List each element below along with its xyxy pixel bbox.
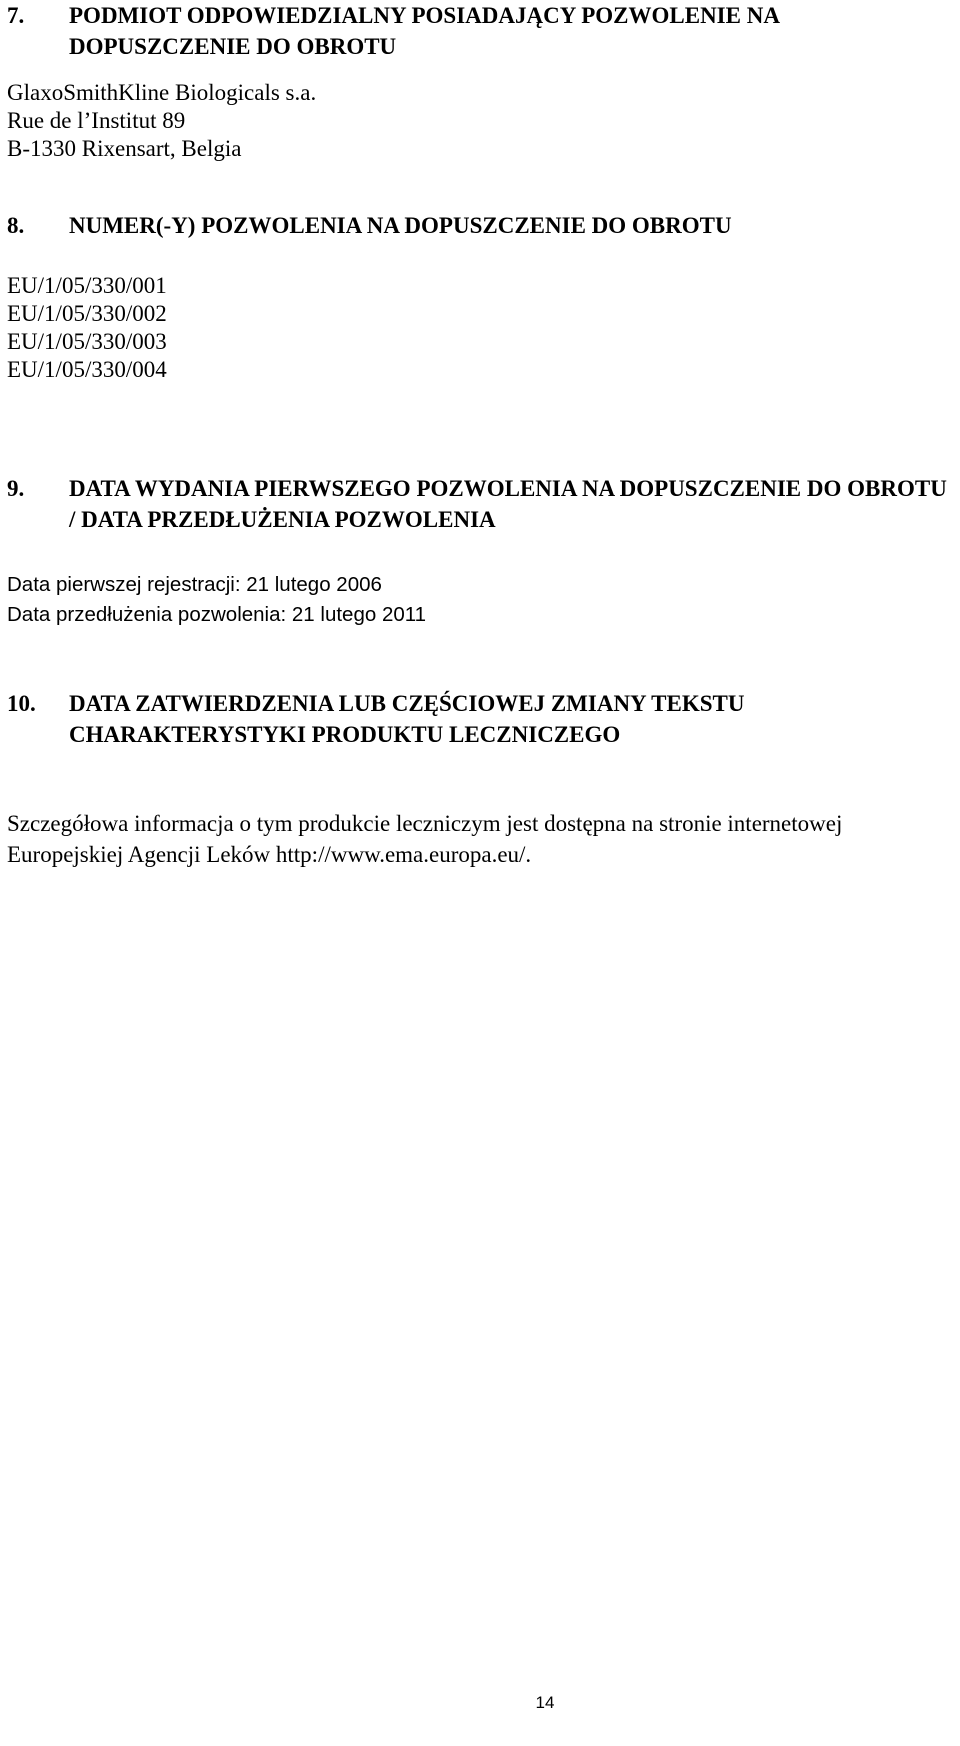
authorisation-number: EU/1/05/330/002: [7, 301, 167, 326]
authorisation-number: EU/1/05/330/001: [7, 273, 167, 298]
authorisation-number: EU/1/05/330/004: [7, 357, 167, 382]
section-7: [7, 0, 957, 62]
holder-street: Rue de l’Institut 89: [7, 108, 186, 133]
section-10-number: 10.: [7, 691, 36, 716]
section-9: [7, 473, 957, 535]
section-10-paragraph: Szczegółowa informacja o tym produkcie leczniczym jest dostępna na stronie internetowej Europejskiej Agencji Leków http://www.ema.europa.eu/.: [7, 811, 843, 867]
section-10: [7, 688, 957, 750]
authorisation-number: EU/1/05/330/003: [7, 329, 167, 354]
section-10-heading: [7, 688, 957, 750]
section-9-dates: [7, 570, 957, 630]
first-registration-date: Data pierwszej rejestracji: 21 lutego 2006: [7, 573, 382, 596]
section-7-holder-address: [7, 79, 957, 163]
section-8-title: NUMER(-Y) POZWOLENIA NA DOPUSZCZENIE DO OBROTU: [69, 213, 732, 238]
section-9-number: 9.: [7, 476, 25, 501]
section-9-heading: [7, 473, 957, 535]
section-9-title: DATA WYDANIA PIERWSZEGO POZWOLENIA NA DOPUSZCZENIE DO OBROTU / DATA PRZEDŁUŻENIA POZWOLENIA: [69, 476, 947, 532]
section-7-heading: [7, 0, 957, 62]
holder-city-country: B-1330 Rixensart, Belgia: [7, 136, 242, 161]
section-7-number: 7.: [7, 3, 25, 28]
section-8-authorisation-numbers: [7, 272, 957, 384]
section-7-title: PODMIOT ODPOWIEDZIALNY POSIADAJĄCY POZWOLENIE NA DOPUSZCZENIE DO OBROTU: [69, 3, 779, 59]
section-10-title: DATA ZATWIERDZENIA LUB CZĘŚCIOWEJ ZMIANY TEKSTU CHARAKTERYSTYKI PRODUKTU LECZNICZEGO: [69, 691, 745, 747]
renewal-date: Data przedłużenia pozwolenia: 21 lutego 2011: [7, 603, 427, 626]
holder-company-name: GlaxoSmithKline Biologicals s.a.: [7, 80, 317, 105]
page-number: 14: [535, 1693, 555, 1712]
section-8-number: 8.: [7, 213, 25, 238]
section-8-heading: [7, 210, 957, 241]
section-8: [7, 210, 957, 241]
